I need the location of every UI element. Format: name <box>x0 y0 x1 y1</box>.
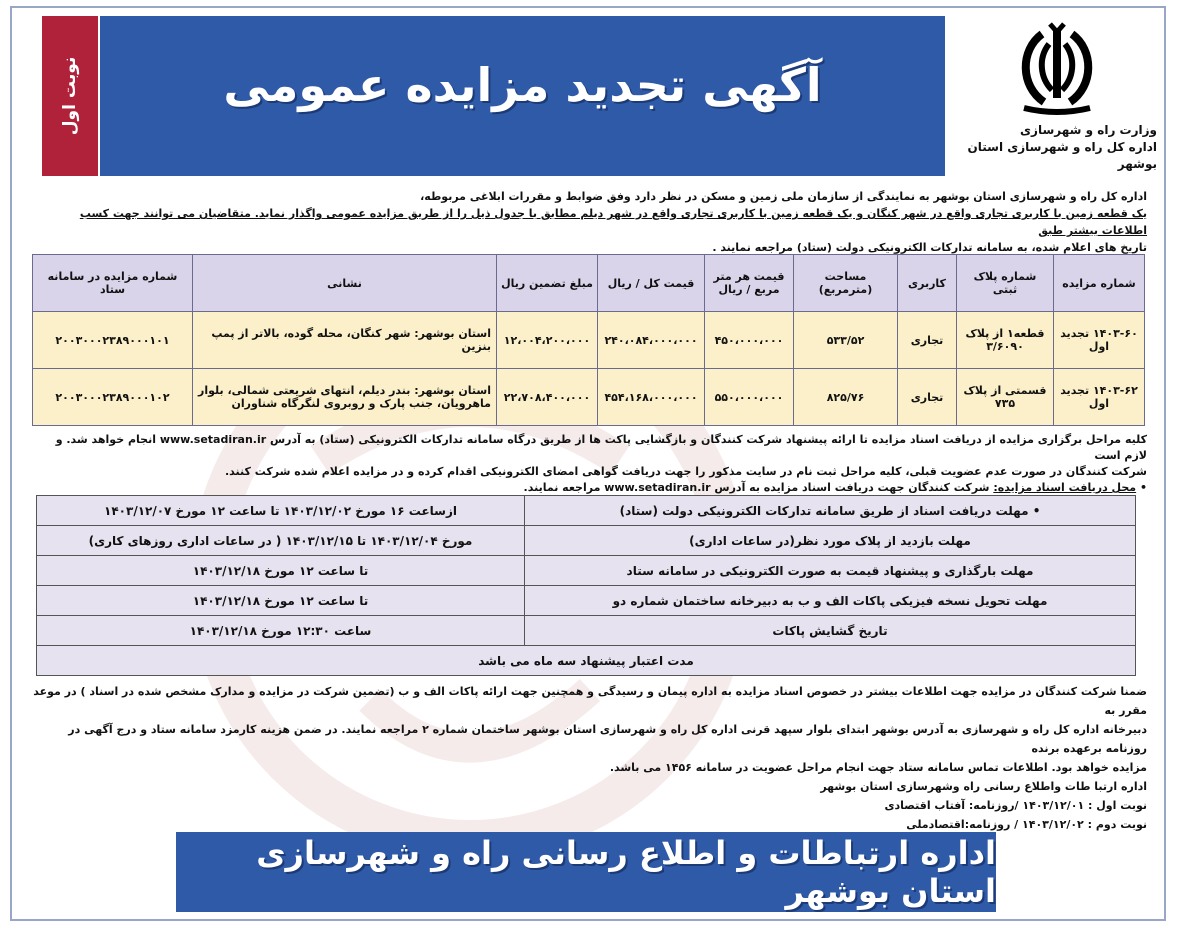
footer-line-3: مزایده خواهد بود. اطلاعات تماس سامانه ستاد جهت انجام مراحل عضویت در سامانه ۱۴۵۶ می باشد. <box>609 761 1147 774</box>
table-row <box>37 556 1136 586</box>
footer-line-2: دبیرخانه اداره کل راه و شهرسازی به آدرس بوشهر ابتدای بلوار سپهد قرنی اداره کل راه و شهرسازی استان بوشهر ساختمان شماره ۲ مراجعه نمایند. در ضمن هزینه کارمزد سامانه ستاد و درج آگهی در روزنامه برعهده برنده <box>68 723 1147 755</box>
cell-price-per-meter: ۴۵۰،۰۰۰،۰۰۰ <box>705 312 794 369</box>
intro-text <box>32 188 1147 256</box>
schedule-label: • مهلت دریافت اسناد از طریق سامانه تدارکات الکترونیکی دولت (ستاد) <box>525 496 1136 526</box>
office-name: اداره کل راه و شهرسازی استان بوشهر <box>967 140 1157 171</box>
edition-badge-label: نوبت اول <box>60 56 81 136</box>
intro-line-3: تاریخ های اعلام شده، به سامانه تدارکات الکترونیکی دولت (ستاد) مراجعه نمایند . <box>712 241 1147 254</box>
footer-text <box>32 682 1147 834</box>
cell-setad-number: ۲۰۰۳۰۰۰۲۳۸۹۰۰۰۱۰۲ <box>33 369 193 426</box>
schedule-value: ساعت ۱۲:۳۰ مورخ ۱۴۰۳/۱۲/۱۸ <box>37 616 525 646</box>
table-row <box>37 526 1136 556</box>
footer-line-4: اداره ارتبا طات واطلاع رسانی راه وشهرسازی استان بوشهر <box>820 780 1147 793</box>
procedure-text <box>32 432 1147 496</box>
cell-auction-number: ۱۴۰۳-۶۰ تجدید اول <box>1054 312 1145 369</box>
title-banner <box>100 16 945 176</box>
validity-note: مدت اعتبار پیشنهاد سه ماه می باشد <box>37 646 1136 676</box>
col-price-per-meter: قیمت هر متر مربع / ریال <box>705 255 794 312</box>
schedule-label: مهلت بارگذاری و پیشنهاد قیمت به صورت الکترونیکی در سامانه ستاد <box>525 556 1136 586</box>
header <box>18 12 1161 177</box>
col-area: مساحت (مترمربع) <box>794 255 898 312</box>
cell-total-price: ۴۵۴،۱۶۸،۰۰۰،۰۰۰ <box>598 369 705 426</box>
cell-area: ۵۳۳/۵۲ <box>794 312 898 369</box>
col-plot-number: شماره پلاک ثبتی <box>957 255 1054 312</box>
procedure-line-1: کلیه مراحل برگزاری مزایده از دریافت اسناد مزایده تا ارائه پیشنهاد شرکت کنندگان و بازگشایی پاکت ها از طریق درگاه سامانه تدارکات الکترونیکی (ستاد) به آدرس www.setadiran.ir انجام خواهد شد. و لازم است <box>55 433 1147 462</box>
plots-table-header-row <box>33 255 1145 312</box>
cell-usage: تجاری <box>898 369 957 426</box>
intro-line-2: یک قطعه زمین با کاربری تجاری واقع در شهر کنگان و یک قطعه زمین با کاربری تجاری واقع در شهر دیلم مطابق با جدول ذیل را از طریق مزایده عمومی واگذار نماید. متقاضیان می توانند جهت کسب اطلاعات بیشتر طبق <box>79 207 1147 237</box>
schedule-label: مهلت تحویل نسخه فیزیکی پاکات الف و ب به دبیرخانه ساختمان شماره دو <box>525 586 1136 616</box>
table-row <box>37 646 1136 676</box>
ministry-block <box>957 16 1157 176</box>
footer-line-5: نوبت اول : ۱۴۰۳/۱۲/۰۱ /روزنامه: آفتاب اقتصادی <box>884 799 1147 812</box>
cell-plot-number: قطعه۱ از پلاک ۳/۶۰۹۰ <box>957 312 1054 369</box>
procedure-line-3: • محل دریافت اسناد مزایده: شرکت کنندگان جهت دریافت اسناد مزایده به آدرس www.setadiran.ir مراجعه نمایند. <box>523 481 1147 494</box>
cell-guarantee: ۱۲،۰۰۴،۲۰۰،۰۰۰ <box>497 312 598 369</box>
cell-total-price: ۲۴۰،۰۸۴،۰۰۰،۰۰۰ <box>598 312 705 369</box>
schedule-value: تا ساعت ۱۲ مورخ ۱۴۰۳/۱۲/۱۸ <box>37 556 525 586</box>
cell-usage: تجاری <box>898 312 957 369</box>
schedule-value: ازساعت ۱۶ مورخ ۱۴۰۳/۱۲/۰۲ تا ساعت ۱۲ مورخ ۱۴۰۳/۱۲/۰۷ <box>37 496 525 526</box>
col-address: نشانی <box>193 255 497 312</box>
procedure-line-2: شرکت کنندگان در صورت عدم عضویت قبلی، کلیه مراحل ثبت نام در سایت مذکور را جهت دریافت گواهی امضای الکترونیکی اقدام کرده و در مزایده اعلام شده شرکت کنند. <box>224 465 1147 478</box>
table-row <box>37 496 1136 526</box>
table-row <box>37 616 1136 646</box>
table-row <box>33 369 1145 426</box>
col-auction-number: شماره مزایده <box>1054 255 1145 312</box>
cell-price-per-meter: ۵۵۰،۰۰۰،۰۰۰ <box>705 369 794 426</box>
plots-table <box>32 254 1145 426</box>
cell-address: استان بوشهر: شهر کنگان، محله گوده، بالاتر از پمپ بنزین <box>193 312 497 369</box>
cell-setad-number: ۲۰۰۳۰۰۰۲۳۸۹۰۰۰۱۰۱ <box>33 312 193 369</box>
intro-line-1: اداره کل راه و شهرسازی استان بوشهر به نمایندگی از سازمان ملی زمین و مسکن در نظر دارد وفق ضوابط و مقررات ابلاغی مربوطه، <box>420 190 1147 203</box>
table-row <box>33 312 1145 369</box>
cell-plot-number: قسمتی از پلاک ۷۳۵ <box>957 369 1054 426</box>
footer-line-1: ضمنا شرکت کنندگان در مزایده جهت اطلاعات بیشتر در خصوص اسناد مزایده به اداره پیمان و رسیدگی و همچنین جهت ارائه پاکات الف و ب (تضمین شرکت در مزایده و مدارک مشخص شده در اسناد ) در موعد مقرر به <box>33 685 1147 717</box>
cell-address: استان بوشهر: بندر دیلم، انتهای شریعتی شمالی، بلوار ماهرویان، جنب پارک و روبروی لنگرگاه شناوران <box>193 369 497 426</box>
documents-location-label: محل دریافت اسناد مزایده: <box>993 481 1137 494</box>
bottom-banner: اداره ارتباطات و اطلاع رسانی راه و شهرسازی استان بوشهر <box>176 832 996 912</box>
ministry-name: وزارت راه و شهرسازی <box>1020 123 1157 137</box>
col-usage: کاربری <box>898 255 957 312</box>
page-title: آگهی تجدید مزایده عمومی <box>223 58 822 112</box>
cell-guarantee: ۲۲،۷۰۸،۴۰۰،۰۰۰ <box>497 369 598 426</box>
schedule-value: تا ساعت ۱۲ مورخ ۱۴۰۳/۱۲/۱۸ <box>37 586 525 616</box>
footer-line-6: نوبت دوم : ۱۴۰۳/۱۲/۰۲ / روزنامه:اقتصادملی <box>906 818 1147 831</box>
schedule-label: تاریخ گشایش پاکات <box>525 616 1136 646</box>
cell-area: ۸۲۵/۷۶ <box>794 369 898 426</box>
schedule-value: مورخ ۱۴۰۳/۱۲/۰۴ تا ۱۴۰۳/۱۲/۱۵ ( در ساعات اداری روزهای کاری) <box>37 526 525 556</box>
col-total-price: قیمت کل / ریال <box>598 255 705 312</box>
documents-location-text: شرکت کنندگان جهت دریافت اسناد مزایده به آدرس www.setadiran.ir مراجعه نمایند. <box>523 481 990 494</box>
table-row <box>37 586 1136 616</box>
cell-auction-number: ۱۴۰۳-۶۲ تجدید اول <box>1054 369 1145 426</box>
edition-badge <box>42 16 98 176</box>
iran-emblem-icon <box>1012 20 1102 120</box>
schedule-label: مهلت بازدید از پلاک مورد نظر(در ساعات اداری) <box>525 526 1136 556</box>
col-guarantee: مبلغ تضمین ریال <box>497 255 598 312</box>
schedule-table <box>36 495 1136 676</box>
col-setad-number: شماره مزایده در سامانه ستاد <box>33 255 193 312</box>
